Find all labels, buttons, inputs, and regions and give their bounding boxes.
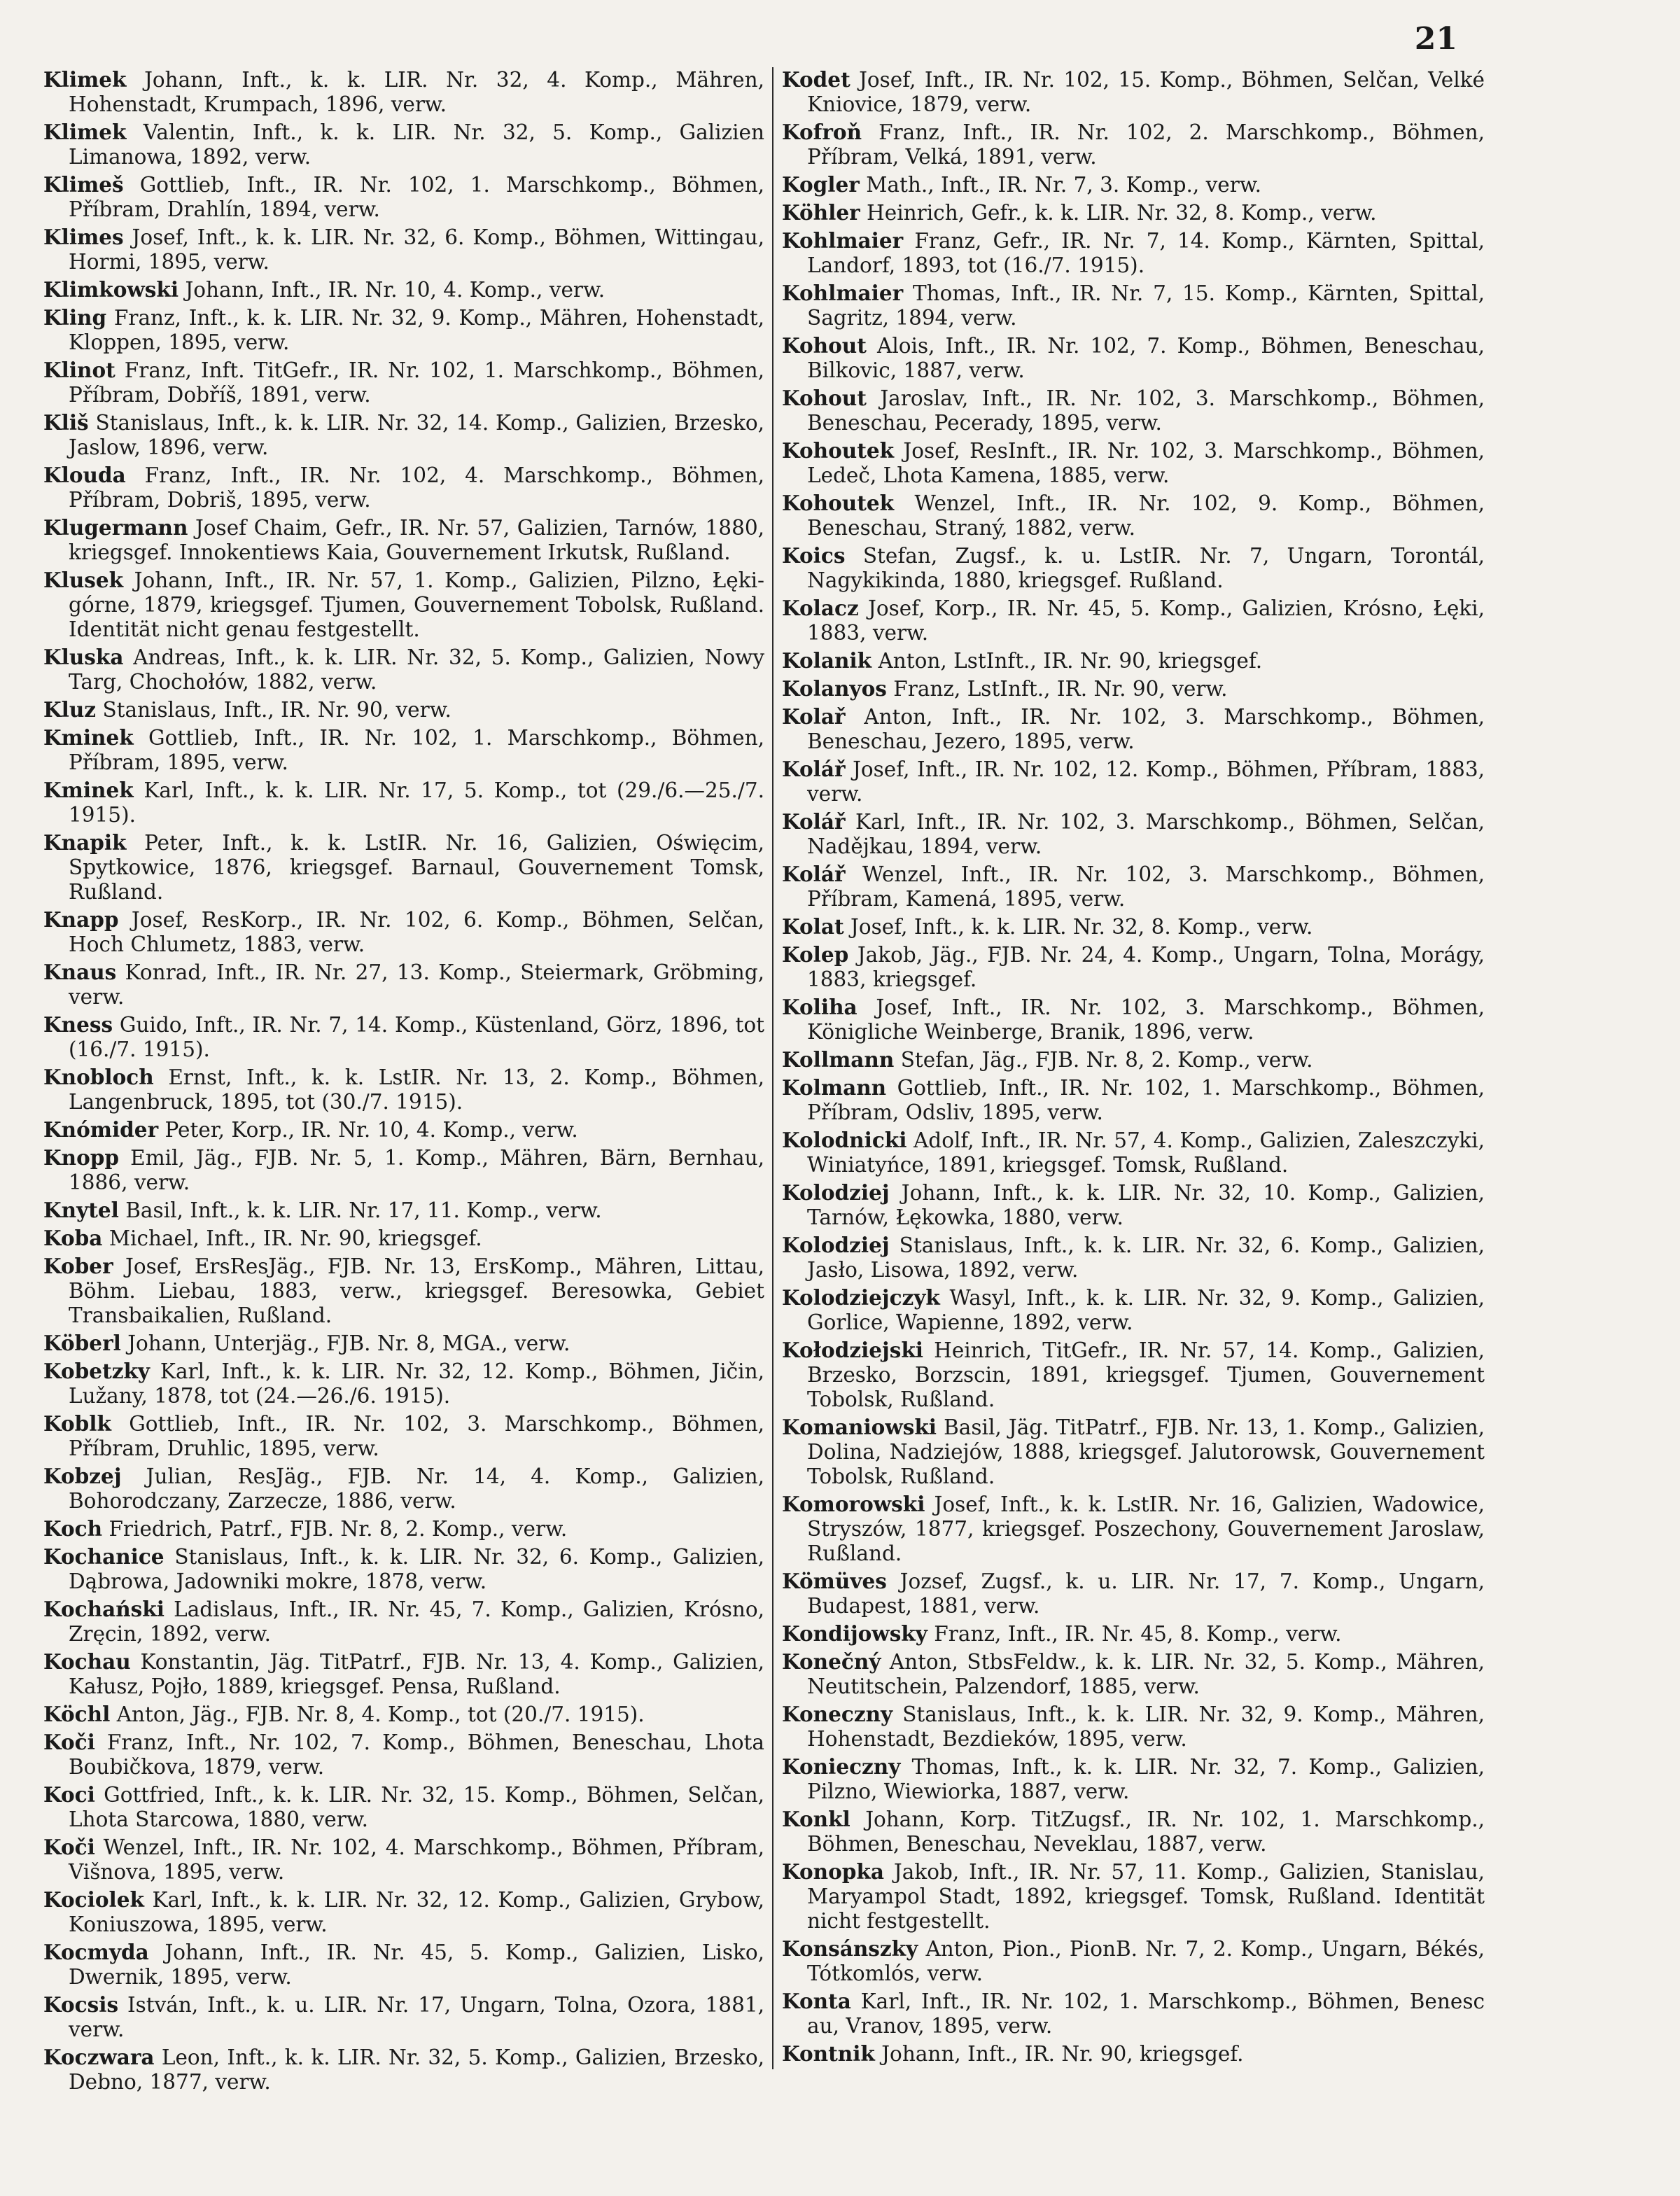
list-item: [43, 463, 764, 512]
entry-surname: Komorowski: [782, 1492, 925, 1516]
list-item: [43, 830, 764, 904]
list-item: [782, 1989, 1485, 2038]
entry-details: Adolf, Inft., IR. Nr. 57, 4. Komp., Galizien, Zaleszczyki, Winiatyńce, 1891, kriegsgef. Tomsk, Rußland.: [807, 1128, 1485, 1177]
entry-surname: Kontnik: [782, 2041, 875, 2066]
list-item: [43, 358, 764, 407]
entry-surname: Klimkowski: [43, 277, 179, 302]
entry-surname: Köberl: [43, 1331, 121, 1355]
list-item: [43, 568, 764, 642]
entry-surname: Kliš: [43, 410, 89, 435]
list-item: [43, 2045, 764, 2094]
entry-surname: Kohout: [782, 333, 867, 358]
entry-surname: Kolat: [782, 914, 844, 939]
entry-surname: Köhler: [782, 200, 860, 225]
entry-details: Stanislaus, Inft., k. k. LIR. Nr. 32, 6. Komp., Galizien, Dąbrowa, Jadowniki mokre, 1878, verw.: [69, 1545, 764, 1593]
entry-details: Konstantin, Jäg. TitPatrf., FJB. Nr. 13, 4. Komp., Galizien, Kałusz, Pojło, 1889, kriegsgef. Pensa, Rußland.: [69, 1650, 764, 1698]
entry-details: Karl, Inft., k. k. LIR. Nr. 32, 12. Komp., Galizien, Grybow, Koniuszowa, 1895, verw.: [69, 1888, 764, 1936]
list-item: [782, 757, 1485, 806]
list-item: [782, 491, 1485, 540]
entry-details: Gottlieb, Inft., IR. Nr. 102, 1. Marschkomp., Böhmen, Příbram, 1895, verw.: [69, 726, 764, 774]
list-item: [43, 960, 764, 1009]
list-item: [43, 697, 764, 722]
entry-surname: Kminek: [43, 725, 134, 750]
entry-surname: Kocmyda: [43, 1940, 149, 1964]
entry-details: Ernst, Inft., k. k. LstIR. Nr. 13, 2. Komp., Böhmen, Langenbruck, 1895, tot (30./7. 1915).: [69, 1065, 764, 1114]
list-item: [43, 1597, 764, 1646]
list-item: [782, 172, 1485, 197]
entry-surname: Kling: [43, 305, 107, 330]
entry-details: Anton, Inft., IR. Nr. 102, 3. Marschkomp., Böhmen, Beneschau, Jezero, 1895, verw.: [807, 705, 1485, 753]
list-item: [43, 1226, 764, 1251]
list-item: [782, 1569, 1485, 1618]
entry-details: Josef, Inft., IR. Nr. 102, 12. Komp., Böhmen, Příbram, 1883, verw.: [807, 757, 1485, 806]
entry-details: Josef, Inft., k. k. LIR. Nr. 32, 8. Komp., verw.: [850, 915, 1313, 939]
list-item: [43, 1544, 764, 1594]
entry-surname: Klimek: [43, 120, 127, 144]
entry-surname: Knapik: [43, 830, 127, 855]
entry-surname: Knaus: [43, 960, 117, 984]
entry-details: Basil, Inft., k. k. LIR. Nr. 17, 11. Komp., verw.: [125, 1198, 602, 1222]
list-item: [782, 1859, 1485, 1933]
entry-details: Guido, Inft., IR. Nr. 7, 14. Komp., Küstenland, Görz, 1896, tot (16./7. 1915).: [69, 1013, 764, 1061]
list-item: [782, 1702, 1485, 1751]
entry-details: Valentin, Inft., k. k. LIR. Nr. 32, 5. Komp., Galizien Limanowa, 1892, verw.: [69, 120, 764, 169]
entry-surname: Kolodziej: [782, 1180, 890, 1205]
entry-details: Franz, Inft., IR. Nr. 102, 2. Marschkomp., Böhmen, Příbram, Velká, 1891, verw.: [807, 120, 1485, 169]
entry-surname: Kochański: [43, 1597, 164, 1621]
entry-details: Johann, Inft., k. k. LIR. Nr. 32, 10. Komp., Galizien, Tarnów, Łękowka, 1880, verw.: [807, 1181, 1485, 1229]
list-item: [782, 1128, 1485, 1177]
entry-details: Wenzel, Inft., IR. Nr. 102, 9. Komp., Böhmen, Beneschau, Straný, 1882, verw.: [807, 491, 1485, 540]
list-item: [782, 1338, 1485, 1412]
entry-details: Josef, ErsResJäg., FJB. Nr. 13, ErsKomp., Mähren, Littau, Böhm. Liebau, 1883, verw., kriegsgef. Beresowka, Gebiet Transbaikalien, Rußland.: [69, 1254, 764, 1327]
list-item: [782, 914, 1485, 939]
entry-surname: Kohlmaier: [782, 228, 904, 253]
entry-details: Heinrich, TitGefr., IR. Nr. 57, 14. Komp., Galizien, Brzesko, Borzscin, 1891, kriegsgef. Tjumen, Gouvernement Tobolsk, Rußland.: [807, 1338, 1485, 1411]
entry-surname: Kobetzky: [43, 1359, 150, 1383]
entry-surname: Kocsis: [43, 1992, 119, 2017]
list-item: [43, 1198, 764, 1223]
entry-details: Franz, Inft., k. k. LIR. Nr. 32, 9. Komp., Mähren, Hohenstadt, Kloppen, 1895, verw.: [69, 306, 764, 354]
entry-surname: Koblk: [43, 1411, 111, 1436]
entry-surname: Kodet: [782, 67, 850, 92]
list-item: [43, 1359, 764, 1408]
entry-surname: Kolodnicki: [782, 1128, 907, 1152]
list-item: [782, 648, 1485, 673]
entry-surname: Konta: [782, 1989, 851, 2013]
entry-details: Johann, Inft., IR. Nr. 90, kriegsgef.: [881, 2042, 1244, 2066]
entry-details: Alois, Inft., IR. Nr. 102, 7. Komp., Böhmen, Beneschau, Bilkovic, 1887, verw.: [807, 334, 1485, 382]
entry-surname: Kolanyos: [782, 676, 887, 701]
list-item: [782, 1754, 1485, 1804]
entry-details: Franz, Inft., IR. Nr. 45, 8. Komp., verw.: [934, 1622, 1342, 1646]
entry-details: Julian, ResJäg., FJB. Nr. 14, 4. Komp., Galizien, Bohorodczany, Zarzecze, 1886, verw.: [69, 1464, 764, 1513]
list-item: [782, 333, 1485, 383]
entry-details: Jaroslav, Inft., IR. Nr. 102, 3. Marschkomp., Böhmen, Beneschau, Pecerady, 1895, verw.: [807, 386, 1485, 435]
entry-details: Wenzel, Inft., IR. Nr. 102, 4. Marschkomp., Böhmen, Příbram, Višnova, 1895, verw.: [69, 1835, 764, 1884]
entry-surname: Knytel: [43, 1198, 119, 1222]
list-item: [782, 1807, 1485, 1856]
entry-details: Wasyl, Inft., k. k. LIR. Nr. 32, 9. Komp., Galizien, Gorlice, Wapienne, 1892, verw.: [807, 1286, 1485, 1334]
list-item: [782, 281, 1485, 330]
list-item: [43, 410, 764, 460]
entry-details: Franz, Inft. TitGefr., IR. Nr. 102, 1. Marschkomp., Böhmen, Příbram, Dobříš, 1891, verw.: [69, 358, 764, 407]
entry-surname: Kolář: [782, 862, 846, 886]
entry-details: Franz, Gefr., IR. Nr. 7, 14. Komp., Kärnten, Spittal, Landorf, 1893, tot (16./7. 1915).: [807, 229, 1485, 277]
entry-surname: Kondijowsky: [782, 1621, 927, 1646]
list-item: [782, 1649, 1485, 1699]
list-item: [43, 645, 764, 694]
entry-details: Josef, Inft., k. k. LstIR. Nr. 16, Galizien, Wadowice, Stryszów, 1877, kriegsgef. Poszechony, Gouvernement Jaroslaw, Rußland.: [807, 1492, 1485, 1565]
list-item: [43, 305, 764, 355]
right-column: [772, 67, 1485, 2069]
entry-details: Josef, ResKorp., IR. Nr. 102, 6. Komp., Böhmen, Selčan, Hoch Chlumetz, 1883, verw.: [69, 908, 764, 956]
entry-surname: Kolář: [782, 757, 846, 781]
list-item: [782, 386, 1485, 435]
list-item: [43, 1331, 764, 1356]
list-item: [782, 1936, 1485, 1986]
entry-details: Andreas, Inft., k. k. LIR. Nr. 32, 5. Komp., Galizien, Nowy Targ, Chochołów, 1882, verw.: [69, 645, 764, 694]
entry-surname: Knopp: [43, 1145, 120, 1170]
entry-details: Jozsef, Zugsf., k. u. LIR. Nr. 17, 7. Komp., Ungarn, Budapest, 1881, verw.: [807, 1569, 1485, 1618]
entry-surname: Koba: [43, 1226, 103, 1250]
entry-surname: Kolář: [782, 809, 846, 834]
list-item: [43, 1835, 764, 1884]
entry-surname: Kohout: [782, 386, 867, 410]
list-item: [43, 725, 764, 775]
entry-surname: Knobloch: [43, 1065, 154, 1089]
entry-surname: Kochanice: [43, 1544, 164, 1569]
entry-details: Jakob, Jäg., FJB. Nr. 24, 4. Komp., Ungarn, Tolna, Morágy, 1883, kriegsgef.: [807, 943, 1485, 991]
entry-details: Emil, Jäg., FJB. Nr. 5, 1. Komp., Mähren, Bärn, Bernhau, 1886, verw.: [69, 1146, 764, 1194]
entry-surname: Konkl: [782, 1807, 850, 1831]
entry-surname: Kohlmaier: [782, 281, 904, 305]
entry-details: Johann, Inft., IR. Nr. 45, 5. Komp., Galizien, Lisko, Dwernik, 1895, verw.: [69, 1940, 764, 1989]
entry-details: Math., Inft., IR. Nr. 7, 3. Komp., verw.: [866, 173, 1261, 197]
list-item: [43, 1145, 764, 1195]
list-item: [43, 1411, 764, 1461]
entry-surname: Kolep: [782, 942, 849, 967]
list-item: [782, 862, 1485, 911]
entry-details: Anton, Jäg., FJB. Nr. 8, 4. Komp., tot (20./7. 1915).: [116, 1702, 645, 1726]
entry-surname: Koneczny: [782, 1702, 893, 1726]
list-item: [782, 1047, 1485, 1072]
entry-details: Josef, Inft., IR. Nr. 102, 3. Marschkomp., Böhmen, Königliche Weinberge, Branik, 1896, verw.: [807, 995, 1485, 1044]
entry-surname: Kluz: [43, 697, 97, 722]
entry-details: Johann, Korp. TitZugsf., IR. Nr. 102, 1. Marschkomp., Böhmen, Beneschau, Neveklau, 1887, verw.: [807, 1807, 1485, 1856]
list-item: [782, 596, 1485, 645]
list-item: [782, 1621, 1485, 1646]
entry-surname: Kömüves: [782, 1569, 887, 1593]
entry-surname: Kolanik: [782, 648, 872, 673]
list-item: [43, 120, 764, 169]
entry-surname: Kochau: [43, 1649, 131, 1674]
entry-details: Karl, Inft., IR. Nr. 102, 1. Marschkomp., Böhmen, Benesc au, Vranov, 1895, verw.: [807, 1989, 1485, 2038]
entry-surname: Konopka: [782, 1859, 884, 1884]
list-item: [782, 1233, 1485, 1282]
list-item: [43, 1065, 764, 1114]
list-item: [43, 515, 764, 565]
entry-surname: Koči: [43, 1730, 95, 1754]
entry-surname: Komaniowski: [782, 1415, 937, 1439]
entry-surname: Kober: [43, 1254, 113, 1278]
page-number: 21: [1414, 21, 1457, 57]
entry-surname: Kminek: [43, 778, 134, 802]
entry-details: Josef, ResInft., IR. Nr. 102, 3. Marschkomp., Böhmen, Ledeč, Lhota Kamena, 1885, verw.: [807, 439, 1485, 487]
list-item: [43, 1730, 764, 1779]
list-item: [43, 1782, 764, 1832]
entry-details: Friedrich, Patrf., FJB. Nr. 8, 2. Komp., verw.: [108, 1517, 568, 1541]
entry-surname: Kociolek: [43, 1887, 144, 1912]
entry-surname: Kluska: [43, 645, 124, 669]
entry-surname: Konečný: [782, 1649, 881, 1674]
entry-details: Heinrich, Gefr., k. k. LIR. Nr. 32, 8. Komp., verw.: [867, 201, 1377, 225]
left-column: [43, 67, 764, 2097]
entry-details: Josef, Korp., IR. Nr. 45, 5. Komp., Galizien, Krósno, Łęki, 1883, verw.: [807, 596, 1485, 645]
list-item: [43, 907, 764, 957]
entry-details: Franz, LstInft., IR. Nr. 90, verw.: [893, 677, 1228, 701]
entry-details: István, Inft., k. u. LIR. Nr. 17, Ungarn, Tolna, Ozora, 1881, verw.: [69, 1993, 764, 2041]
entry-surname: Koči: [43, 1835, 95, 1859]
entry-surname: Kolmann: [782, 1075, 887, 1100]
list-item: [43, 1012, 764, 1062]
list-item: [782, 438, 1485, 488]
list-item: [43, 1254, 764, 1328]
entry-surname: Klimek: [43, 67, 127, 92]
entry-surname: Kolař: [782, 704, 846, 729]
entry-details: Jakob, Inft., IR. Nr. 57, 11. Komp., Galizien, Stanislau, Maryampol Stadt, 1892, kriegsgef. Tomsk, Rußland. Identität nicht festgestellt.: [807, 1860, 1485, 1933]
entry-details: Johann, Unterjäg., FJB. Nr. 8, MGA., verw.: [127, 1331, 570, 1355]
list-item: [782, 676, 1485, 701]
list-item: [43, 1992, 764, 2042]
entry-surname: Kofroň: [782, 120, 862, 144]
list-item: [43, 1117, 764, 1142]
entry-details: Josef, Inft., IR. Nr. 102, 15. Komp., Böhmen, Selčan, Velké Kniovice, 1879, verw.: [807, 68, 1485, 116]
entry-details: Franz, Inft., Nr. 102, 7. Komp., Böhmen, Beneschau, Lhota Boubičkova, 1879, verw.: [69, 1730, 764, 1779]
entry-details: Franz, Inft., IR. Nr. 102, 4. Marschkomp., Böhmen, Příbram, Dobriš, 1895, verw.: [69, 463, 764, 512]
list-item: [782, 1180, 1485, 1230]
entry-surname: Kohoutek: [782, 438, 895, 463]
entry-details: Gottlieb, Inft., IR. Nr. 102, 1. Marschkomp., Böhmen, Příbram, Odsliv, 1895, verw.: [807, 1076, 1485, 1124]
entry-surname: Kolacz: [782, 596, 859, 620]
list-item: [782, 67, 1485, 117]
list-item: [782, 942, 1485, 992]
list-item: [782, 1492, 1485, 1566]
list-item: [782, 809, 1485, 859]
entry-details: Ladislaus, Inft., IR. Nr. 45, 7. Komp., Galizien, Krósno, Zręcin, 1892, verw.: [69, 1597, 764, 1646]
entry-details: Stefan, Jäg., FJB. Nr. 8, 2. Komp., verw.: [900, 1048, 1313, 1072]
entry-surname: Konsánszky: [782, 1936, 918, 1961]
entry-details: Wenzel, Inft., IR. Nr. 102, 3. Marschkomp., Böhmen, Příbram, Kamená, 1895, verw.: [807, 862, 1485, 911]
entry-details: Peter, Korp., IR. Nr. 10, 4. Komp., verw.: [164, 1118, 578, 1142]
list-item: [782, 200, 1485, 225]
entry-details: Thomas, Inft., IR. Nr. 7, 15. Komp., Kärnten, Spittal, Sagritz, 1894, verw.: [807, 281, 1485, 330]
entry-details: Stanislaus, Inft., k. k. LIR. Nr. 32, 6. Komp., Galizien, Jasło, Lisowa, 1892, verw.: [807, 1233, 1485, 1282]
list-item: [43, 1887, 764, 1937]
list-item: [43, 225, 764, 274]
entry-details: Josef Chaim, Gefr., IR. Nr. 57, Galizien, Tarnów, 1880, kriegsgef. Innokentiews Kaia, Gouvernement Irkutsk, Rußland.: [69, 516, 764, 564]
entry-details: Karl, Inft., k. k. LIR. Nr. 17, 5. Komp., tot (29./6.—25./7. 1915).: [69, 778, 764, 827]
list-item: [782, 995, 1485, 1044]
entry-surname: Klugermann: [43, 515, 188, 540]
entry-surname: Kohoutek: [782, 491, 895, 515]
entry-details: Johann, Inft., k. k. LIR. Nr. 32, 4. Komp., Mähren, Hohenstadt, Krumpach, 1896, verw.: [69, 68, 764, 116]
entry-surname: Klouda: [43, 463, 126, 487]
entry-details: Anton, Pion., PionB. Nr. 7, 2. Komp., Ungarn, Békés, Tótkomlós, verw.: [807, 1937, 1485, 1985]
list-item: [43, 1702, 764, 1727]
list-item: [43, 778, 764, 827]
list-item: [43, 1940, 764, 1989]
list-item: [43, 172, 764, 222]
list-item: [782, 704, 1485, 754]
entry-details: Anton, StbsFeldw., k. k. LIR. Nr. 32, 5. Komp., Mähren, Neutitschein, Palzendorf, 1885, verw.: [807, 1650, 1485, 1698]
entry-details: Michael, Inft., IR. Nr. 90, kriegsgef.: [108, 1226, 482, 1250]
entry-surname: Koliha: [782, 995, 858, 1019]
entry-details: Stanislaus, Inft., IR. Nr. 90, verw.: [102, 698, 451, 722]
list-item: [43, 1649, 764, 1699]
entry-surname: Köchl: [43, 1702, 111, 1726]
entry-details: Stanislaus, Inft., k. k. LIR. Nr. 32, 9. Komp., Mähren, Hohenstadt, Bezdieków, 1895, verw.: [807, 1702, 1485, 1751]
entry-details: Gottlieb, Inft., IR. Nr. 102, 3. Marschkomp., Böhmen, Příbram, Druhlic, 1895, verw.: [69, 1412, 764, 1460]
list-item: [43, 277, 764, 302]
entry-details: Karl, Inft., IR. Nr. 102, 3. Marschkomp., Böhmen, Selčan, Nadějkau, 1894, verw.: [807, 810, 1485, 858]
entry-surname: Kogler: [782, 172, 860, 197]
entry-details: Thomas, Inft., k. k. LIR. Nr. 32, 7. Komp., Galizien, Pilzno, Wiewiorka, 1887, verw.: [807, 1755, 1485, 1803]
list-item: [782, 120, 1485, 169]
entry-details: Gottlieb, Inft., IR. Nr. 102, 1. Marschkomp., Böhmen, Příbram, Drahlín, 1894, verw.: [69, 173, 764, 221]
entry-surname: Konieczny: [782, 1754, 901, 1779]
entry-surname: Klimeš: [43, 172, 124, 197]
entry-surname: Kollmann: [782, 1047, 895, 1072]
entry-surname: Kolodziejczyk: [782, 1285, 940, 1310]
entry-surname: Koch: [43, 1516, 103, 1541]
entry-details: Konrad, Inft., IR. Nr. 27, 13. Komp., Steiermark, Gröbming, verw.: [69, 960, 764, 1009]
list-item: [43, 1516, 764, 1541]
entry-details: Josef, Inft., k. k. LIR. Nr. 32, 6. Komp., Böhmen, Wittingau, Hormi, 1895, verw.: [69, 225, 764, 274]
entry-surname: Kolodziej: [782, 1233, 890, 1257]
entry-surname: Klimes: [43, 225, 124, 249]
list-item: [782, 228, 1485, 278]
list-item: [43, 67, 764, 117]
list-item: [43, 1464, 764, 1513]
entry-details: Stefan, Zugsf., k. u. LstIR. Nr. 7, Ungarn, Torontál, Nagykikinda, 1880, kriegsgef. Rußland.: [807, 544, 1485, 592]
entry-surname: Koczwara: [43, 2045, 155, 2069]
entry-surname: Klusek: [43, 568, 124, 592]
entry-surname: Klinot: [43, 358, 115, 382]
entry-details: Anton, LstInft., IR. Nr. 90, kriegsgef.: [878, 649, 1263, 673]
list-item: [782, 1285, 1485, 1335]
entry-details: Basil, Jäg. TitPatrf., FJB. Nr. 13, 1. Komp., Galizien, Dolina, Nadziejów, 1888, kriegsgef. Jalutorowsk, Gouvernement Tobolsk, Rußland.: [807, 1415, 1485, 1488]
list-item: [782, 1415, 1485, 1489]
entry-surname: Kness: [43, 1012, 113, 1037]
list-item: [782, 1075, 1485, 1125]
entry-surname: Knapp: [43, 907, 119, 932]
entry-details: Johann, Inft., IR. Nr. 10, 4. Komp., verw.: [185, 278, 606, 302]
list-item: [782, 2041, 1485, 2066]
entry-details: Leon, Inft., k. k. LIR. Nr. 32, 5. Komp., Galizien, Brzesko, Debno, 1877, verw.: [69, 2045, 764, 2094]
entry-details: Peter, Inft., k. k. LstIR. Nr. 16, Galizien, Oświęcim, Spytkowice, 1876, kriegsgef. Barnaul, Gouvernement Tomsk, Rußland.: [69, 831, 764, 904]
entry-surname: Koci: [43, 1782, 95, 1807]
entry-details: Stanislaus, Inft., k. k. LIR. Nr. 32, 14. Komp., Galizien, Brzesko, Jaslow, 1896, verw.: [69, 411, 764, 459]
list-item: [782, 543, 1485, 593]
entry-details: Karl, Inft., k. k. LIR. Nr. 32, 12. Komp., Böhmen, Jičin, Lužany, 1878, tot (24.—26./6. 1915).: [69, 1359, 764, 1408]
entry-details: Johann, Inft., IR. Nr. 57, 1. Komp., Galizien, Pilzno, Łęki-górne, 1879, kriegsgef. Tjumen, Gouvernement Tobolsk, Rußland. Identität nicht genau festgestellt.: [69, 568, 764, 641]
entry-surname: Knómider: [43, 1117, 159, 1142]
entry-surname: Koics: [782, 543, 846, 568]
entry-surname: Kobzej: [43, 1464, 122, 1488]
entry-surname: Kołodziejski: [782, 1338, 923, 1362]
entry-details: Gottfried, Inft., k. k. LIR. Nr. 32, 15. Komp., Böhmen, Selčan, Lhota Starcowa, 1880, verw.: [69, 1783, 764, 1831]
